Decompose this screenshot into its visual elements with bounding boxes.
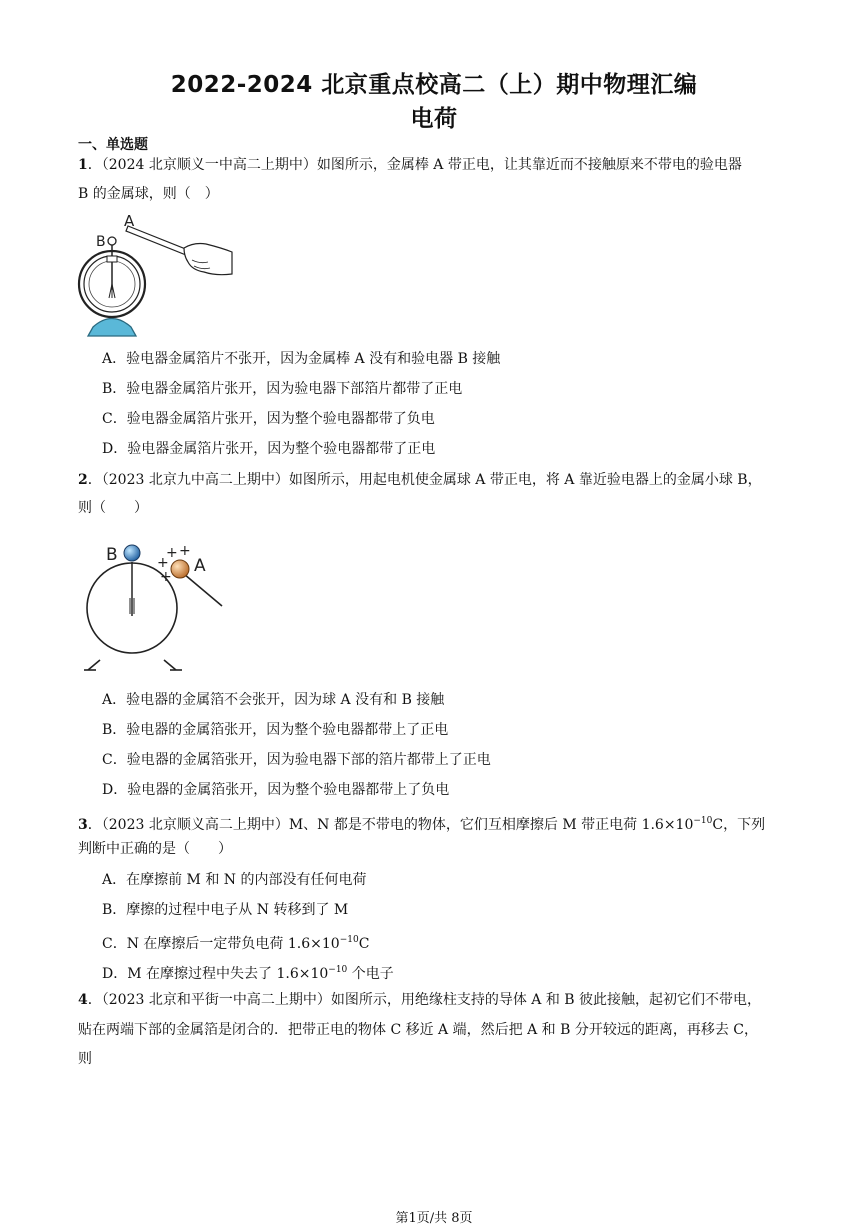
figure-1-label-b: B — [96, 234, 106, 250]
question-2-line-1: 2．（2023 北京九中高二上期中）如图所示，用起电机使金属球 A 带正电，将 A 靠近验电器上的金属小球 B， — [78, 472, 762, 488]
figure-2-plus-1: + — [166, 545, 178, 561]
question-1-option-a: A．验电器金属箔片不张开，因为金属棒 A 没有和验电器 B 接触 — [102, 351, 501, 367]
question-3-option-b: B．摩擦的过程中电子从 N 转移到了 M — [102, 902, 349, 918]
electroscope-figure-2 — [80, 536, 240, 678]
figure-2-plus-4: + — [160, 569, 172, 585]
question-1-line-2: B 的金属球，则（ ） — [78, 186, 219, 202]
figure-2-plus-3: + — [157, 555, 169, 571]
question-4-line-1: 4．（2023 北京和平街一中高二上期中）如图所示，用绝缘柱支持的导体 A 和 B 彼此接触，起初它们不带电， — [78, 992, 762, 1008]
electroscope-figure-1 — [76, 212, 236, 342]
question-4-line-2: 贴在两端下部的金属箔是闭合的．把带正电的物体 C 移近 A 端，然后把 A 和 B 分开较远的距离，再移去 C， — [78, 1022, 758, 1038]
question-3-option-d: D．M 在摩擦过程中失去了 $1.6\times 10^{-10}$ 个电子 — [102, 965, 394, 982]
figure-2-label-b: B — [106, 545, 118, 565]
question-2-option-c: C．验电器的金属箔张开，因为验电器下部的箔片都带上了正电 — [102, 752, 491, 768]
section-heading: 一、单选题 — [78, 137, 148, 153]
figure-2-label-a: A — [194, 556, 206, 576]
question-3-line-2: 判断中正确的是（ ） — [78, 841, 232, 857]
question-3-line-1: 3．（2023 北京顺义高二上期中）M、N 都是不带电的物体，它们互相摩擦后 M 带正电荷 $1.6\times 10^{-10}C$，下列 — [78, 816, 766, 833]
question-1-option-d: D．验电器金属箔片张开，因为整个验电器都带了正电 — [102, 441, 436, 457]
page-footer: 第1页/共 8页 — [395, 1211, 473, 1226]
question-2-line-2: 则（ ） — [78, 500, 148, 516]
question-4-line-3: 则 — [78, 1051, 92, 1067]
question-2-option-b: B．验电器的金属箔张开，因为整个验电器都带上了正电 — [102, 722, 449, 738]
question-1-line-1: 1．（2024 北京顺义一中高二上期中）如图所示，金属棒 A 带正电，让其靠近而不接触原来不带电的验电器 — [78, 157, 742, 173]
page-subtitle: 电荷 — [410, 106, 458, 132]
question-1-option-c: C．验电器金属箔片张开，因为整个验电器都带了负电 — [102, 411, 435, 427]
question-3-option-a: A．在摩擦前 M 和 N 的内部没有任何电荷 — [102, 872, 367, 888]
figure-1-label-a: A — [124, 212, 135, 230]
question-2-option-a: A．验电器的金属箔不会张开，因为球 A 没有和 B 接触 — [102, 692, 445, 708]
page-title: 2022-2024 北京重点校高二（上）期中物理汇编 — [170, 72, 698, 98]
figure-2-plus-2: + — [179, 543, 191, 559]
question-3-option-c: C．N 在摩擦后一定带负电荷 $1.6\times 10^{-10}C$ — [102, 935, 370, 952]
question-1-option-b: B．验电器金属箔片张开，因为验电器下部箔片都带了正电 — [102, 381, 463, 397]
question-2-option-d: D．验电器的金属箔张开，因为整个验电器都带上了负电 — [102, 782, 450, 798]
